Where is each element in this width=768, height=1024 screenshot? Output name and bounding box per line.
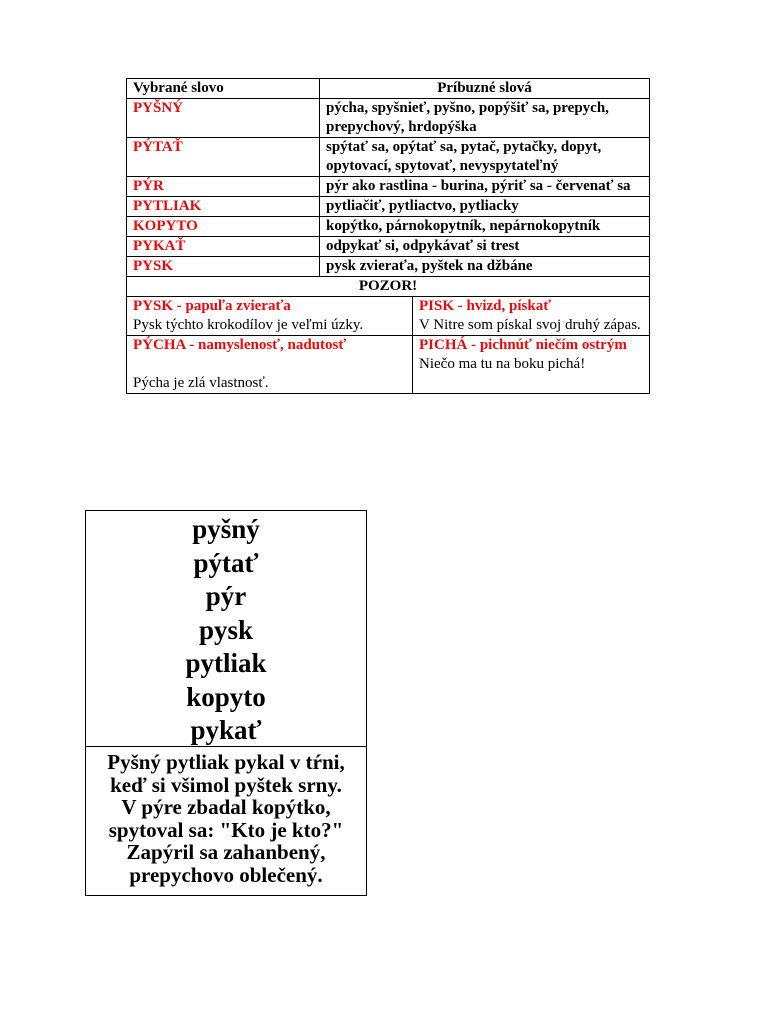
table-row	[127, 138, 650, 177]
word-cell: PYSK	[127, 257, 320, 277]
poem-line: prepychovo oblečený.	[129, 862, 323, 887]
word-cell: PÝTAŤ	[127, 138, 320, 177]
table-row	[127, 217, 650, 237]
table-row	[127, 237, 650, 257]
pozor-heading: POZOR!	[127, 277, 650, 297]
pair-left-title: PYSK - papuľa zvieraťa	[133, 298, 291, 314]
pair-right-title: PISK - hvizd, pískať	[419, 298, 552, 314]
poem-line: V pýre zbadal kopýtko,	[121, 795, 331, 819]
word-cell: KOPYTO	[127, 217, 320, 237]
word-list-item: pyšný	[192, 514, 260, 544]
poem-line: Zapýril sa zahanbený,	[126, 840, 326, 864]
pair-left-cell	[127, 297, 413, 336]
spacer	[133, 355, 406, 374]
word-list-item: pýr	[205, 581, 247, 611]
poem-line: keď si všimol pyštek srny.	[110, 772, 342, 797]
pozor-row	[127, 277, 650, 297]
memo-box	[85, 510, 367, 896]
word-cell: PYŠNÝ	[127, 99, 320, 138]
word-list-item: kopyto	[186, 681, 266, 712]
related-cell: pysk zvieraťa, pyštek na džbáne	[320, 257, 650, 277]
word-cell: PÝR	[127, 177, 320, 197]
word-list	[86, 511, 366, 747]
pair-left-title: PÝCHA - namyslenosť, nadutosť	[133, 337, 347, 353]
pair-row	[127, 336, 650, 394]
word-list-item: pykať	[190, 715, 262, 745]
related-cell: pýcha, spyšnieť, pyšno, popýšiť sa, prepych, prepychový, hrdopýška	[320, 99, 650, 138]
header-pribuzne-slova: Príbuzné slová	[320, 79, 650, 99]
pair-right-text: Niečo ma tu na boku pichá!	[419, 356, 586, 372]
pair-left-text: Pýcha je zlá vlastnosť.	[133, 375, 269, 391]
word-list-item: pýtať	[193, 547, 259, 578]
related-cell: pýr ako rastlina - burina, pýriť sa - červenať sa	[320, 177, 650, 197]
related-cell: pytliačiť, pytliactvo, pytliacky	[320, 197, 650, 217]
table-row	[127, 177, 650, 197]
related-cell: spýtať sa, opýtať sa, pytač, pytačky, dopyt, opytovací, spytovať, nevyspytateľný	[320, 138, 650, 177]
word-cell: PYKAŤ	[127, 237, 320, 257]
pair-right-cell	[413, 297, 650, 336]
vybrane-slova-table	[126, 78, 650, 394]
table-row	[127, 257, 650, 277]
word-cell: PYTLIAK	[127, 197, 320, 217]
related-cell: odpykať si, odpykávať si trest	[320, 237, 650, 257]
pair-right-title: PICHÁ - pichnúť niečím ostrým	[419, 337, 627, 353]
poem-line: spytoval sa: "Kto je kto?"	[108, 817, 344, 842]
related-cell: kopýtko, párnokopytník, nepárnokopytník	[320, 217, 650, 237]
table-header-row	[127, 79, 650, 99]
pair-row	[127, 297, 650, 336]
table-row	[127, 99, 650, 138]
pair-left-cell	[127, 336, 413, 394]
header-vybrane-slovo: Vybrané slovo	[127, 79, 320, 99]
table-row	[127, 197, 650, 217]
poem	[86, 747, 366, 886]
pair-right-cell	[413, 336, 650, 394]
word-list-item: pysk	[198, 614, 254, 645]
pair-left-text: Pysk týchto krokodílov je veľmi úzky.	[133, 317, 364, 333]
pair-right-text: V Nitre som pískal svoj druhý zápas.	[419, 317, 641, 333]
word-list-item: pytliak	[185, 648, 267, 678]
poem-line: Pyšný pytliak pykal v tŕni,	[107, 750, 345, 774]
